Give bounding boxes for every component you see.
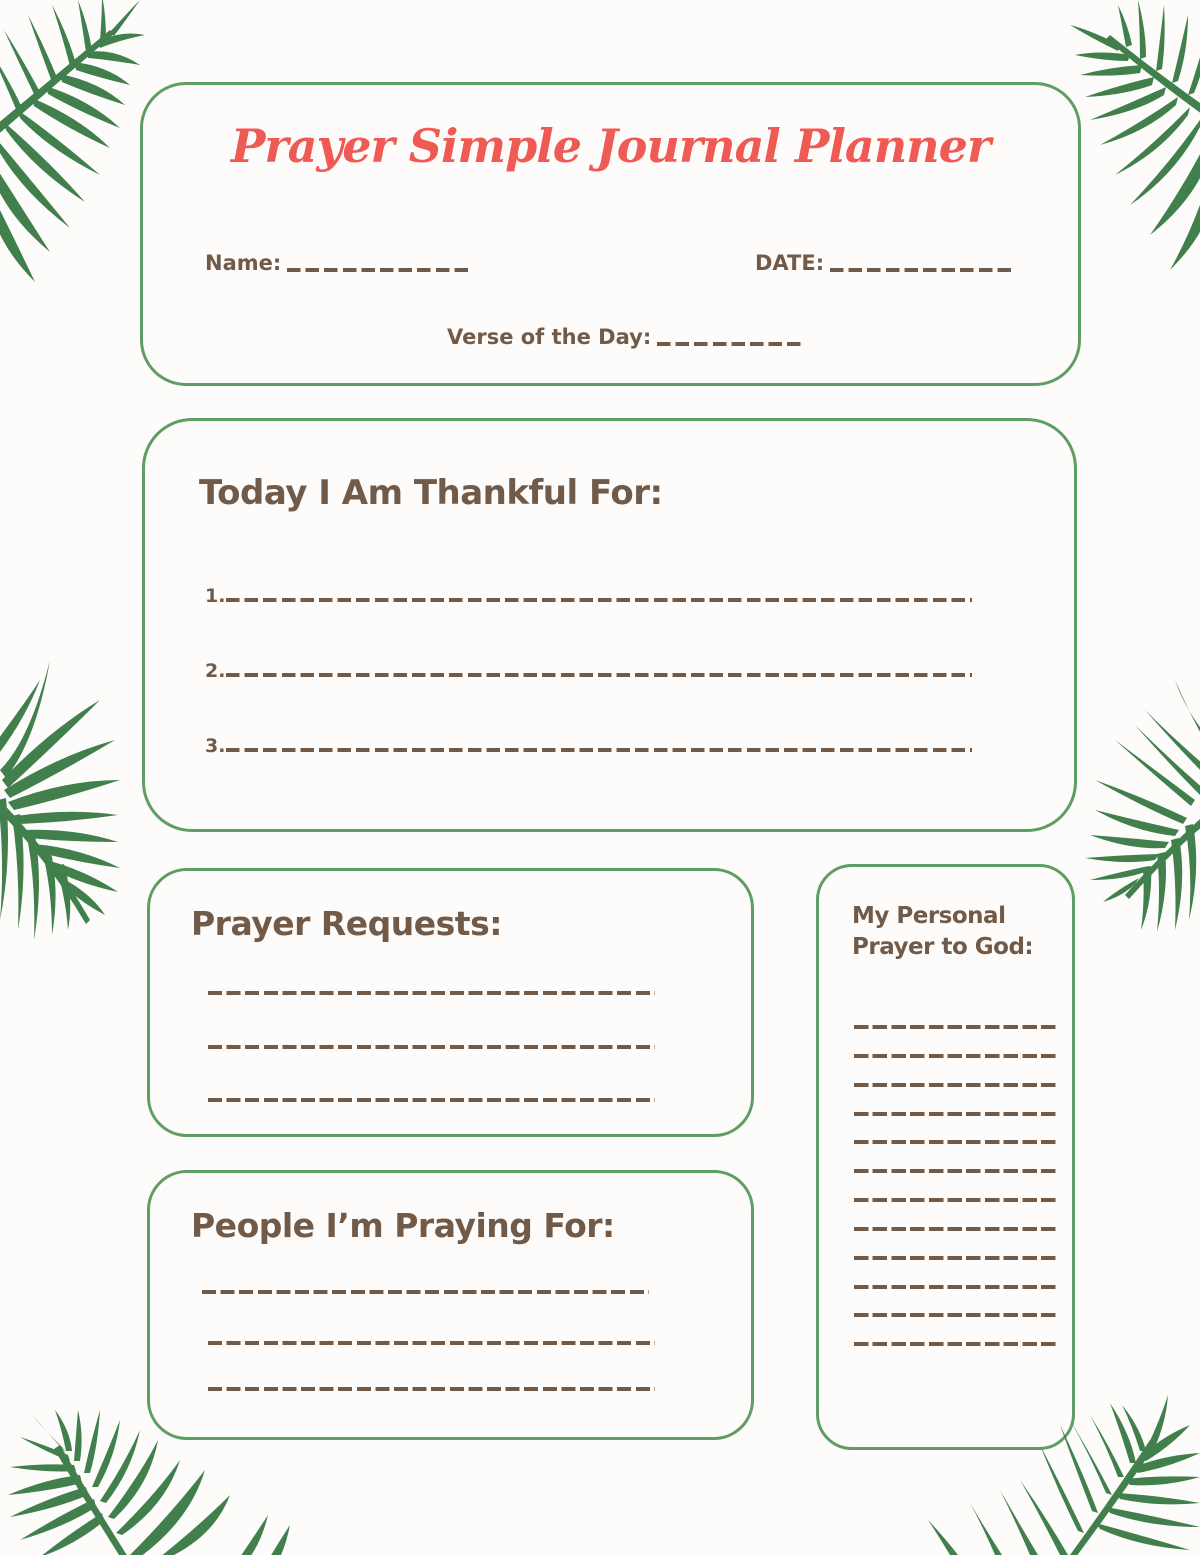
verse-blank[interactable] [657, 342, 805, 346]
name-label: Name: [205, 251, 282, 275]
personal-prayer-line[interactable] [854, 1025, 1057, 1029]
date-blank[interactable] [830, 268, 1015, 272]
personal-prayer-line[interactable] [854, 1256, 1057, 1260]
thankful-item-3[interactable] [205, 735, 972, 757]
verse-field[interactable] [447, 325, 805, 349]
personal-prayer-line[interactable] [854, 1342, 1057, 1346]
verse-label: Verse of the Day: [447, 325, 652, 349]
thankful-item-blank[interactable] [226, 673, 972, 677]
palm-leaf-icon-bottom-right [910, 1385, 1200, 1555]
prayer-request-line-2[interactable] [208, 1045, 655, 1049]
header-card [140, 82, 1081, 386]
personal-prayer-line[interactable] [854, 1285, 1057, 1289]
personal-prayer-line[interactable] [854, 1140, 1057, 1144]
prayer-requests-heading: Prayer Requests: [191, 904, 502, 943]
date-field[interactable] [755, 251, 1015, 275]
palm-leaf-icon-top-left [0, 0, 160, 330]
date-label: DATE: [755, 251, 825, 275]
thankful-heading: Today I Am Thankful For: [199, 473, 663, 513]
people-heading: People I’m Praying For: [191, 1206, 615, 1245]
personal-prayer-line[interactable] [854, 1227, 1057, 1231]
palm-leaf-icon-mid-right [1075, 640, 1200, 940]
people-card [147, 1170, 754, 1440]
people-line-1[interactable] [202, 1290, 649, 1294]
personal-prayer-line[interactable] [854, 1198, 1057, 1202]
palm-leaf-icon-mid-left [0, 630, 130, 950]
prayer-request-line-3[interactable] [208, 1098, 655, 1102]
page-title: Prayer Simple Journal Planner [230, 119, 991, 173]
personal-prayer-heading-line1: My Personal [852, 903, 1006, 929]
thankful-item-blank[interactable] [226, 598, 972, 602]
thankful-item-blank[interactable] [226, 748, 972, 752]
prayer-request-line-1[interactable] [208, 991, 655, 995]
thankful-item-label: 3. [205, 735, 226, 757]
thankful-item-1[interactable] [205, 585, 972, 607]
personal-prayer-line[interactable] [854, 1169, 1057, 1173]
palm-leaf-icon-top-right [1060, 0, 1200, 295]
prayer-requests-card [147, 868, 754, 1137]
personal-prayer-line[interactable] [854, 1083, 1057, 1087]
personal-prayer-line[interactable] [854, 1112, 1057, 1116]
name-field[interactable] [205, 251, 472, 275]
personal-prayer-line[interactable] [854, 1054, 1057, 1058]
people-line-3[interactable] [208, 1387, 655, 1391]
name-blank[interactable] [287, 268, 472, 272]
personal-prayer-card [816, 864, 1075, 1450]
personal-prayer-line[interactable] [854, 1313, 1057, 1317]
thankful-item-2[interactable] [205, 660, 972, 682]
thankful-item-label: 1. [205, 585, 226, 607]
personal-prayer-heading-line2: Prayer to God: [852, 934, 1034, 960]
thankful-card [142, 418, 1077, 832]
thankful-item-label: 2. [205, 660, 226, 682]
people-line-2[interactable] [208, 1341, 655, 1345]
